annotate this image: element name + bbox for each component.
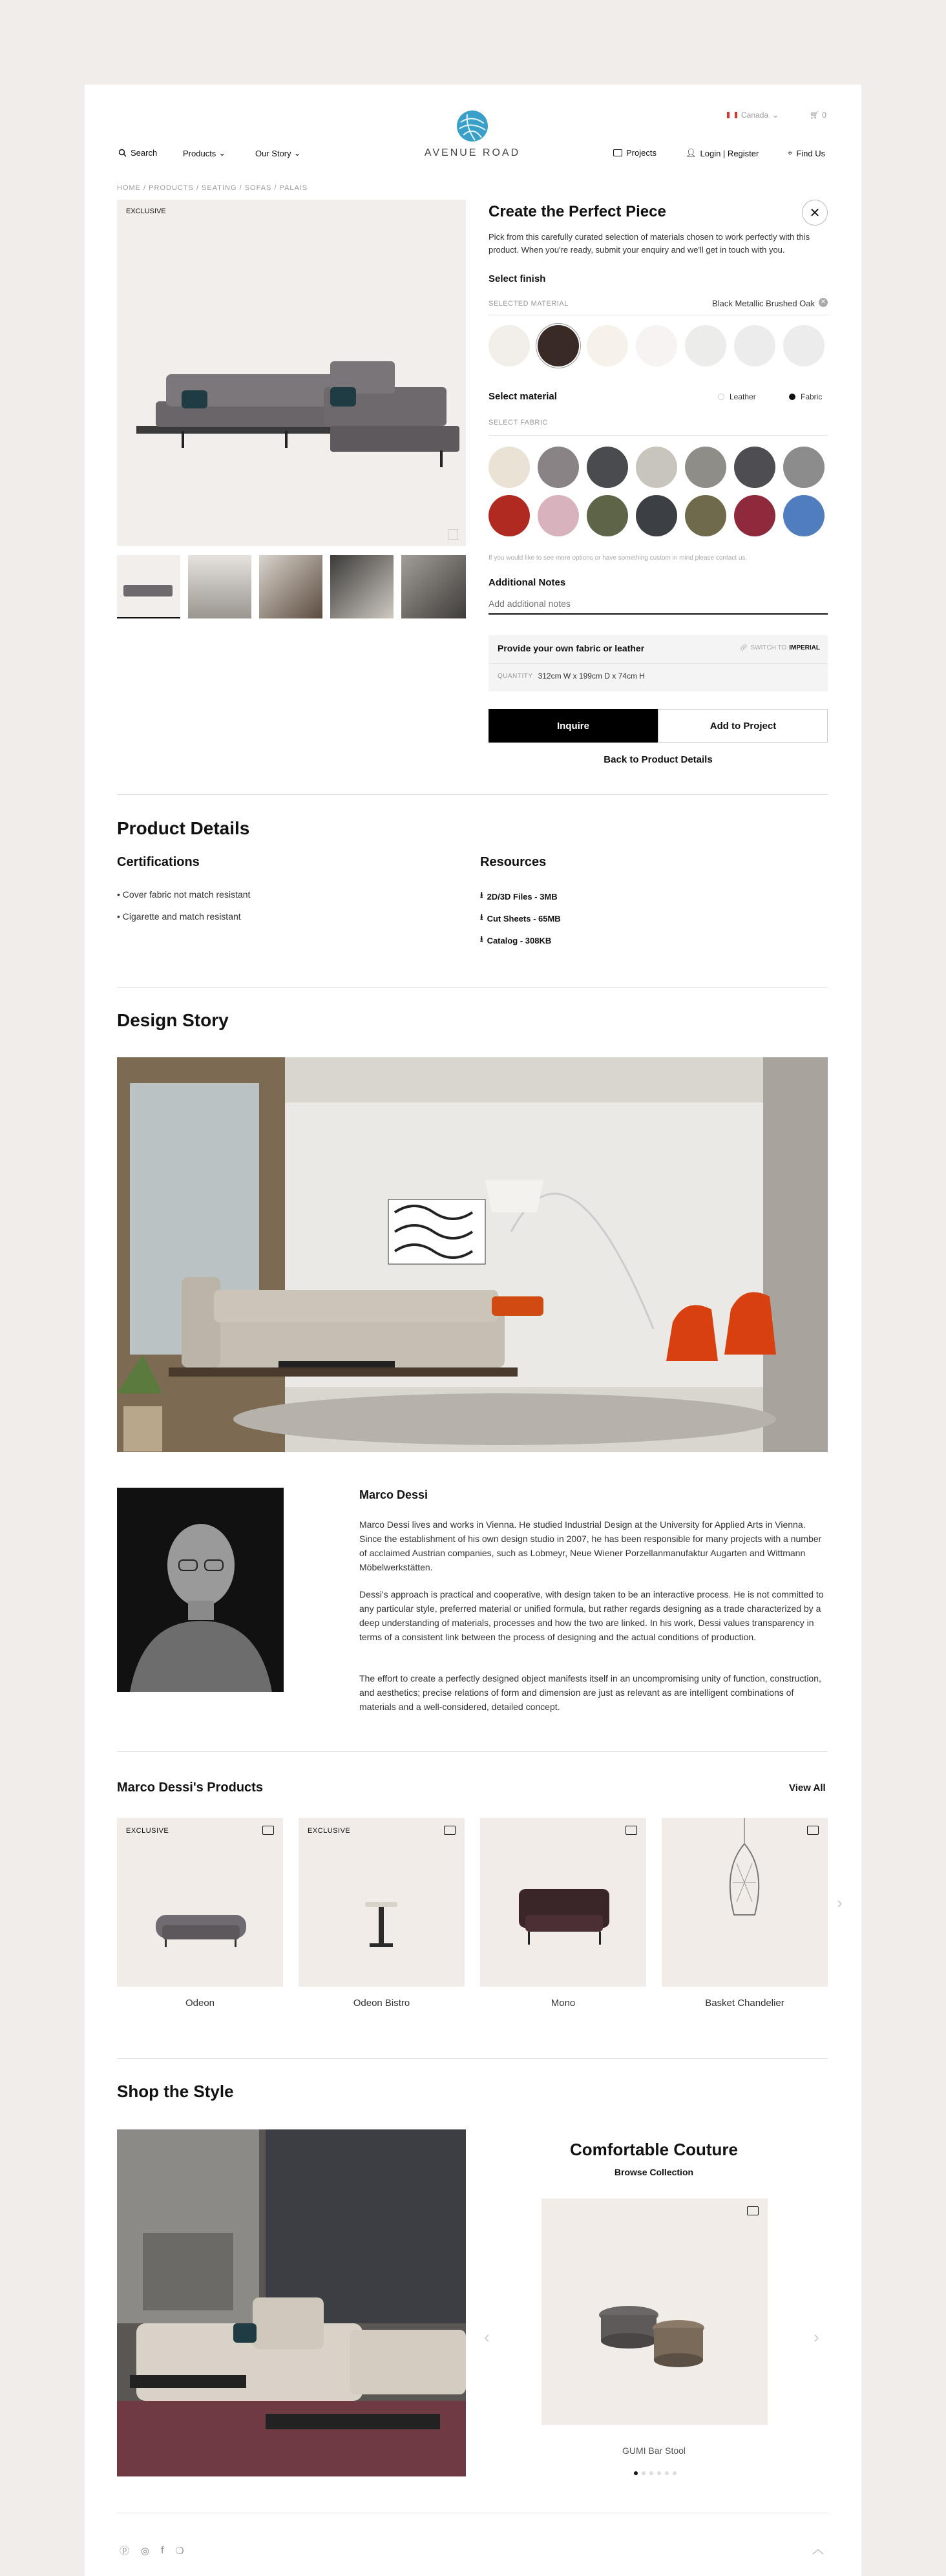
interior-illustration — [117, 2129, 466, 2476]
odeon-sofa-image — [149, 1902, 253, 1954]
swatch[interactable] — [734, 447, 775, 488]
products-menu[interactable] — [183, 148, 226, 158]
add-to-project-button[interactable]: Add to Project — [658, 709, 828, 743]
dot[interactable] — [657, 2471, 661, 2475]
dot[interactable] — [665, 2471, 669, 2475]
search-icon — [118, 149, 127, 157]
link-icon: 🔗︎ — [739, 644, 748, 651]
shop-style-image — [117, 2129, 466, 2476]
user-icon: 👤︎ — [686, 148, 697, 158]
thumbnail-2[interactable] — [188, 555, 251, 618]
notes-heading: Additional Notes — [489, 577, 566, 588]
back-to-details-link[interactable]: Back to Product Details — [604, 754, 713, 765]
selected-material-label: SELECTED MATERIAL — [489, 300, 569, 308]
resource-link[interactable] — [480, 911, 561, 925]
chevron-right-icon[interactable]: › — [814, 2327, 819, 2347]
swatch[interactable] — [783, 325, 825, 366]
designer-bio-3: The effort to create a perfectly designed object manifests itself in an uncompromising unity of function, construction, and aesthetics; precise relations of form and dimension are just as relevant as are intelligent combinations of materials and a well-considered, detailed concept. — [359, 1673, 821, 1712]
config-title: Create the Perfect Piece — [489, 203, 666, 220]
swatch[interactable] — [636, 325, 677, 366]
notes-input[interactable] — [489, 594, 828, 615]
collection-title: Comfortable Couture — [570, 2140, 738, 2159]
basket-chandelier-image — [719, 1818, 770, 1928]
region-selector[interactable] — [727, 111, 779, 120]
leather-radio[interactable] — [718, 392, 756, 401]
folder-icon[interactable] — [747, 2206, 759, 2215]
main-product-image[interactable] — [117, 200, 466, 546]
chevron-down-icon: ⌄ — [293, 148, 301, 158]
product-name[interactable]: Basket Chandelier — [705, 1998, 784, 2009]
resource-link[interactable] — [480, 933, 551, 947]
collection-product-name[interactable]: GUMI Bar Stool — [622, 2445, 686, 2456]
own-fabric-label[interactable]: Provide your own fabric or leather — [498, 643, 645, 653]
dot-active[interactable] — [634, 2471, 638, 2475]
swatch[interactable] — [636, 447, 677, 488]
download-icon: ⭳ — [480, 934, 483, 944]
cart-icon: 🛒︎ — [810, 111, 820, 120]
gumi-stool-image — [593, 2296, 722, 2380]
folder-icon[interactable] — [444, 1826, 456, 1835]
product-card[interactable] — [662, 1818, 828, 1987]
sofa-illustration — [117, 200, 466, 546]
product-card[interactable] — [299, 1818, 465, 1987]
thumbnail-3[interactable] — [259, 555, 322, 618]
close-icon[interactable]: ✕ — [802, 200, 828, 226]
expand-icon[interactable] — [448, 529, 458, 540]
exclusive-badge: EXCLUSIVE — [126, 207, 166, 215]
swatch[interactable] — [489, 447, 530, 488]
designer-bio-1: Marco Dessi lives and works in Vienna. He studied Industrial Design at the University for Applied Arts in Vienna. Since the establishment of his own design studio in 2007, he has been responsible for many projects with a number of acclaimed Austrian companies, such as Lobmeyr, Neue Wiener Porzellanmanufaktur Augarten and Wittmann Möbelwerkstätten. — [359, 1519, 822, 1572]
dimensions-value: 312cm W x 199cm D x 74cm H — [538, 671, 645, 681]
region-label: Canada — [741, 111, 769, 120]
imperial-label: IMPERIAL — [789, 644, 820, 651]
thumbnail-1[interactable] — [117, 555, 180, 618]
swatch[interactable] — [538, 447, 579, 488]
product-name[interactable]: Odeon — [185, 1998, 215, 2009]
product-details-title: Product Details — [117, 818, 250, 838]
finish-heading: Select finish — [489, 273, 546, 284]
dot[interactable] — [649, 2471, 653, 2475]
swatch[interactable] — [685, 495, 726, 536]
logo-text[interactable]: AVENUE ROAD — [424, 147, 521, 158]
material-heading: Select material — [489, 391, 557, 402]
certifications-heading: Certifications — [117, 855, 200, 869]
fabric-select-label: SELECT FABRIC — [489, 419, 548, 427]
swatch[interactable] — [783, 447, 825, 488]
projects-link[interactable] — [613, 148, 657, 158]
own-fabric-box — [489, 635, 828, 692]
selected-material-value: Black Metallic Brushed Oak — [712, 299, 815, 308]
portrait-illustration — [117, 1488, 284, 1692]
swatch[interactable] — [734, 325, 775, 366]
login-label: Login | Register — [700, 148, 759, 158]
swatch[interactable] — [587, 495, 628, 536]
chevron-down-icon: ⌄ — [218, 148, 226, 158]
certification-item: • Cover fabric not match resistant — [117, 889, 251, 900]
swatch[interactable] — [489, 325, 530, 366]
radio-selected-icon — [789, 394, 795, 400]
folder-icon — [613, 149, 622, 156]
fabric-label: Fabric — [801, 392, 823, 401]
cart-count: 0 — [822, 111, 826, 120]
swatch[interactable] — [538, 495, 579, 536]
swatch[interactable] — [587, 447, 628, 488]
pinterest-icon[interactable]: ⓟ — [120, 2546, 130, 2557]
canada-flag-icon — [727, 112, 737, 118]
config-intro: Pick from this carefully curated selection of materials chosen to work perfectly with this product. When you're ready, submit your enquiry and we'll get in touch with you. — [489, 232, 810, 255]
view-all-link[interactable]: View All — [789, 1782, 826, 1793]
shop-style-title: Shop the Style — [117, 2082, 234, 2101]
product-name[interactable]: Odeon Bistro — [353, 1998, 410, 2009]
collection-product-card[interactable] — [541, 2199, 768, 2425]
cart-button[interactable] — [810, 111, 826, 120]
swatch[interactable] — [538, 325, 579, 366]
swatch[interactable] — [636, 495, 677, 536]
facebook-icon[interactable]: f — [161, 2545, 164, 2556]
download-icon: ⭳ — [480, 890, 483, 900]
products-label: Products — [183, 148, 216, 158]
product-card[interactable] — [480, 1818, 646, 1987]
our-story-label: Our Story — [255, 148, 291, 158]
carousel-dots[interactable] — [634, 2471, 677, 2475]
download-icon: ⭳ — [480, 912, 483, 922]
unit-switch[interactable] — [740, 644, 820, 651]
social-links — [120, 2544, 184, 2557]
switch-to-label: SWITCH TO — [750, 644, 787, 651]
dot[interactable] — [673, 2471, 677, 2475]
leather-label: Leather — [730, 392, 756, 401]
thumbnail-5[interactable] — [401, 555, 466, 618]
quantity-label: QUANTITY — [498, 672, 533, 680]
breadcrumb[interactable]: HOME / PRODUCTS / SEATING / SOFAS / PALAIS — [117, 184, 308, 192]
search-label: Search — [131, 148, 158, 158]
resource-link[interactable] — [480, 889, 558, 903]
login-link[interactable] — [686, 148, 759, 158]
location-pin-icon: ⌖ — [788, 148, 793, 158]
living-room-illustration — [117, 1057, 828, 1452]
exclusive-badge: EXCLUSIVE — [126, 1827, 169, 1835]
product-name[interactable]: Mono — [551, 1998, 576, 2009]
odeon-bistro-image — [362, 1895, 401, 1954]
wechat-icon[interactable]: ❍ — [175, 2545, 184, 2557]
designer-bio-2: Dessi's approach is practical and cooperative, with design taken to be an interactive process. He is not committed to any particular style, preferred material or unified formula, but rather regards designing as a trade characterized by a deep understanding of materials, processes and how the two are linked. In his work, Dessi values transparency in terms of a consistent link between the process of designing and the actual conditions of production. — [359, 1589, 824, 1642]
chevron-left-icon[interactable]: ‹ — [484, 2327, 490, 2347]
swatch[interactable] — [685, 447, 726, 488]
find-us-label: Find Us — [796, 148, 826, 158]
swatch[interactable] — [489, 495, 530, 536]
swatch[interactable] — [685, 325, 726, 366]
resource-label: Catalog - 308KB — [487, 935, 552, 945]
inquire-button[interactable]: Inquire — [489, 709, 658, 743]
folder-icon[interactable] — [807, 1826, 819, 1835]
folder-icon[interactable] — [262, 1826, 274, 1835]
chevron-down-icon: ⌄ — [772, 111, 779, 120]
fabric-radio[interactable] — [789, 392, 822, 401]
product-card[interactable] — [117, 1818, 283, 1987]
logo-mark-icon[interactable] — [453, 109, 492, 143]
find-us-link[interactable] — [788, 148, 825, 158]
chevron-right-icon[interactable]: › — [837, 1893, 843, 1912]
resource-label: 2D/3D Files - 3MB — [487, 891, 558, 902]
dot[interactable] — [642, 2471, 646, 2475]
designer-portrait — [117, 1488, 284, 1692]
swatch[interactable] — [783, 495, 825, 536]
instagram-icon[interactable]: ◎ — [141, 2545, 150, 2557]
products-title: Marco Dessi's Products — [117, 1780, 263, 1795]
page — [85, 85, 861, 2576]
search-button[interactable] — [118, 148, 157, 158]
custom-note[interactable]: If you would like to see more options or have something custom in mind please contact us. — [489, 554, 748, 562]
exclusive-badge: EXCLUSIVE — [308, 1827, 351, 1835]
design-story-image — [117, 1057, 828, 1452]
thumbnail-4[interactable] — [330, 555, 394, 618]
design-story-title: Design Story — [117, 1010, 229, 1030]
swatch[interactable] — [587, 325, 628, 366]
certification-item: • Cigarette and match resistant — [117, 911, 241, 922]
browse-collection-link[interactable]: Browse Collection — [614, 2167, 694, 2177]
designer-name: Marco Dessi — [359, 1488, 428, 1501]
clear-icon[interactable]: ✕ — [819, 298, 828, 307]
folder-icon[interactable] — [625, 1826, 637, 1835]
back-to-top-icon[interactable]: ︿ — [812, 2543, 824, 2556]
mono-sofa-image — [512, 1876, 616, 1954]
our-story-menu[interactable] — [255, 148, 301, 158]
radio-icon — [718, 394, 724, 400]
swatch[interactable] — [734, 495, 775, 536]
projects-label: Projects — [626, 148, 657, 158]
resource-label: Cut Sheets - 65MB — [487, 913, 561, 924]
resources-heading: Resources — [480, 855, 547, 869]
